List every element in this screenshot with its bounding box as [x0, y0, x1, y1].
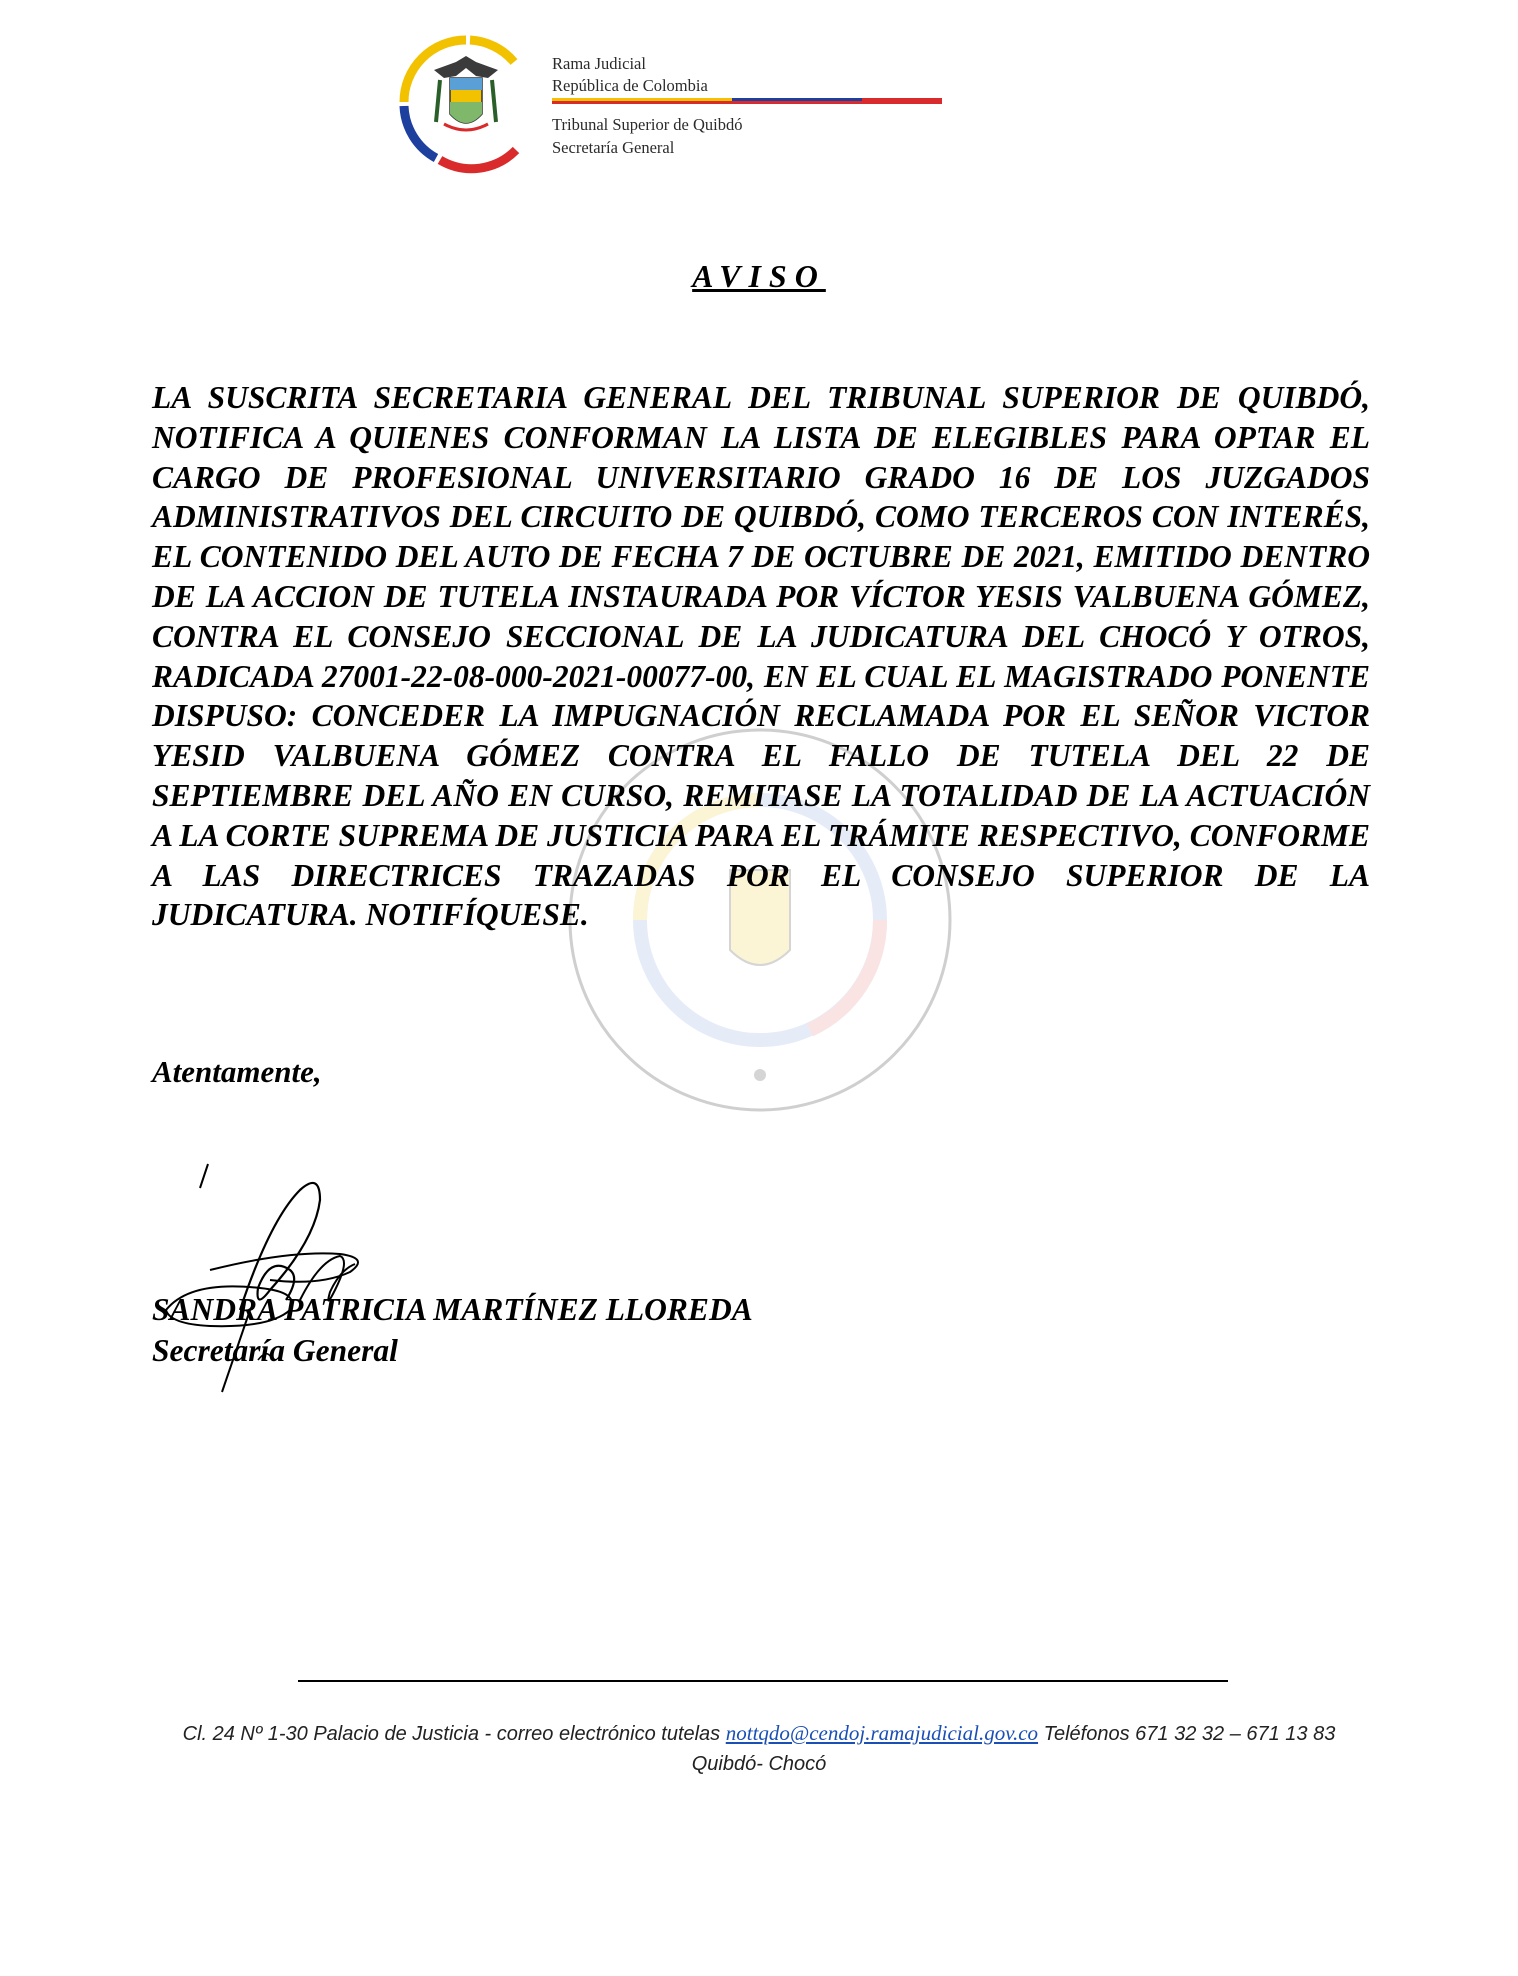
letterhead-line-secretaria: Secretaría General [552, 138, 675, 157]
letterhead-line-rama-judicial: Rama Judicial [552, 54, 646, 73]
letterhead-color-stripe [552, 98, 942, 104]
footer-city: Quibdó- Chocó [691, 1753, 827, 1775]
letterhead-line-tribunal: Tribunal Superior de Quibdó [552, 115, 743, 134]
letterhead [396, 32, 956, 182]
closing-salutation: Atentamente, [152, 1054, 322, 1089]
footer-email-link[interactable]: nottqdo@cendoj.ramajudicial.gov.co [725, 1721, 1039, 1745]
footer-phones: Teléfonos 671 32 32 – 671 13 83 [1043, 1723, 1336, 1745]
signer-title: Secretaría General [152, 1333, 398, 1368]
letterhead-line-republica: República de Colombia [552, 76, 708, 95]
signer-name: SANDRA PATRICIA MARTÍNEZ LLOREDA [152, 1292, 753, 1327]
footer-address: Cl. 24 Nº 1-30 Palacio de Justicia - correo electrónico tutelas [182, 1723, 721, 1745]
handwritten-signature [150, 1160, 430, 1400]
page-title: AVISO [692, 258, 826, 294]
rama-judicial-logo [396, 32, 536, 177]
notice-body: LA SUSCRITA SECRETARIA GENERAL DEL TRIBUNAL SUPERIOR DE QUIBDÓ, NOTIFICA A QUIENES CONFORMAN LA LISTA DE ELEGIBLES PARA OPTAR EL CARGO DE PROFESIONAL UNIVERSITARIO GRADO 16 DE LOS JUZGADOS ADMINISTRATIVOS DEL CIRCUITO DE QUIBDÓ, COMO TERCEROS CON INTERÉS, EL CONTENIDO DEL AUTO DE FECHA 7 DE OCTUBRE DE 2021, EMITIDO DENTRO DE LA ACCION DE TUTELA INSTAURADA POR VÍCTOR YESIS VALBUENA GÓMEZ, CONTRA EL CONSEJO SECCIONAL DE LA JUDICATURA DEL CHOCÓ Y OTROS, RADICADA 27001-22-08-000-2021-00077-00, EN EL CUAL EL MAGISTRADO PONENTE DISPUSO: CONCEDER LA IMPUGNACIÓN RECLAMADA POR EL SEÑOR VICTOR YESID VALBUENA GÓMEZ CONTRA EL FALLO DE TUTELA DEL 22 DE SEPTIEMBRE DEL AÑO EN CURSO, REMITASE LA TOTALIDAD DE LA ACTUACIÓN A LA CORTE SUPREMA DE JUSTICIA PARA EL TRÁMITE RESPECTIVO, CONFORME A LAS DIRECTRICES TRAZADAS POR EL CONSEJO SUPERIOR DE LA JUDICATURA. NOTIFÍQUESE. [152, 380, 1370, 933]
footer [140, 1718, 1378, 1779]
footer-divider [298, 1680, 1228, 1682]
